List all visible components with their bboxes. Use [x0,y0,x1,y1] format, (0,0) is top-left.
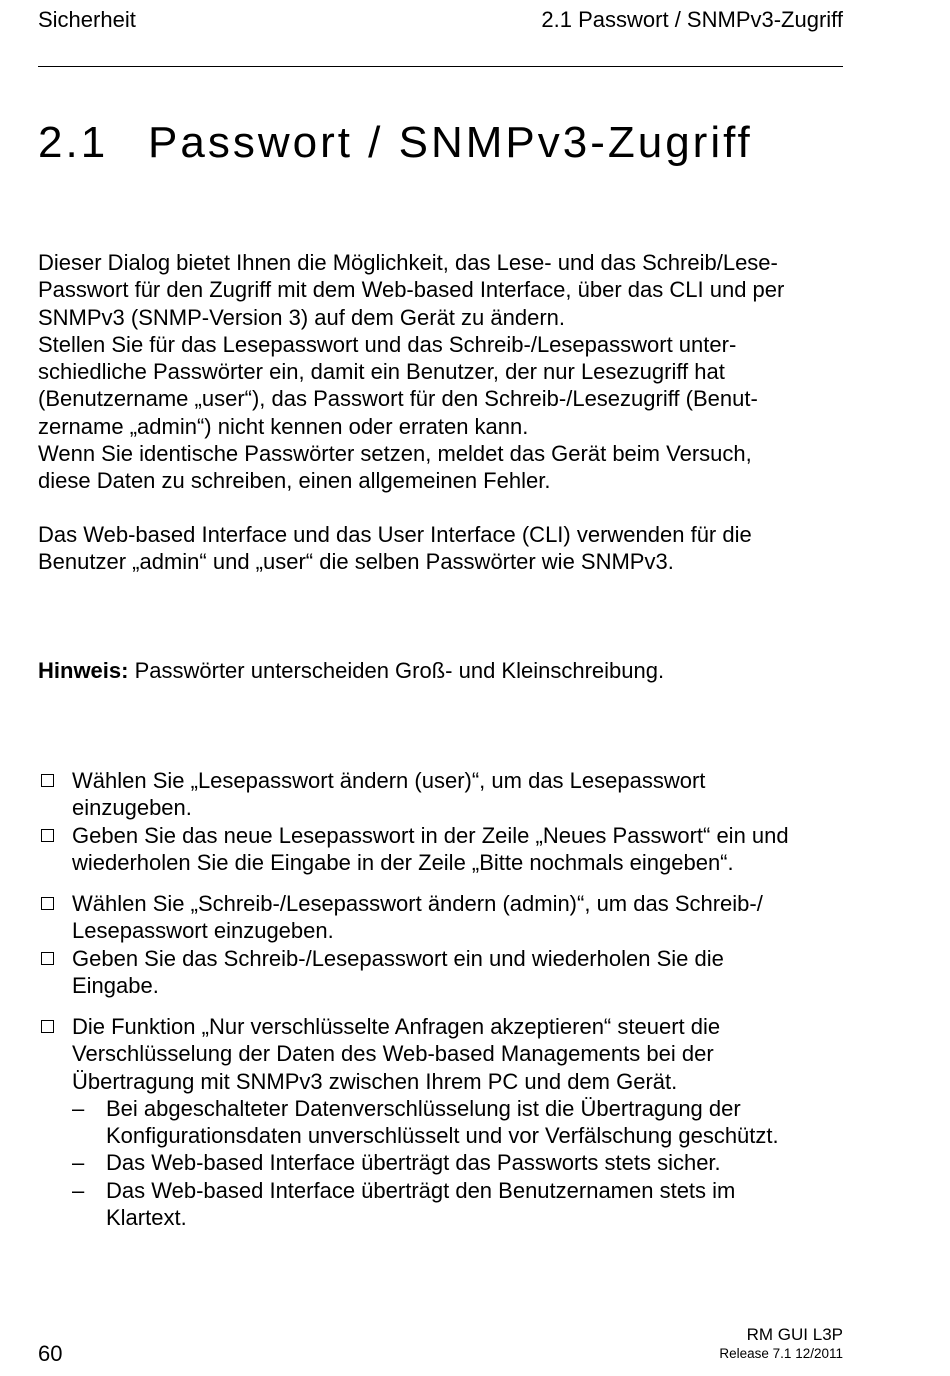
sub-item [72,1095,850,1150]
text-line: Stellen Sie für das Lesepasswort und das Schreib-/Lesepasswort unter- [38,331,737,357]
text-line: Wenn Sie identische Passwörter setzen, meldet das Gerät beim Versuch, [38,441,752,467]
text-line: Dieser Dialog bietet Ihnen die Möglichkeit, das Lese- und das Schreib/Lese- [38,250,778,275]
step-line: Übertragung mit SNMPv3 zwischen Ihrem PC und dem Gerät. [72,1068,678,1094]
note [38,657,664,684]
sub-item-line: Das Web-based Interface überträgt das Passworts stets sicher. [106,1150,721,1176]
step-item [38,822,850,877]
text-line: diese Daten zu schreiben, einen allgemeinen Fehler. [38,468,551,494]
step-line: Eingabe. [72,973,159,999]
checkbox-square-icon [41,897,54,910]
sub-item-line: Bei abgeschalteter Datenverschlüsselung ist die Übertragung der [106,1095,741,1121]
checkbox-square-icon [41,952,54,965]
step-line: wiederholen Sie die Eingabe in der Zeile „Bitte nochmals eingeben“. [72,850,734,876]
running-header-section: Sicherheit [38,7,136,32]
section-title-text: Passwort / SNMPv3-Zugriff [148,118,753,167]
note-label: Hinweis: [38,658,129,683]
section-title [38,118,753,168]
text-line: (Benutzername „user“), das Passwort für den Schreib-/Lesezugriff (Benut- [38,386,758,412]
section-number: 2.1 [38,118,109,167]
step-line: einzugeben. [72,795,192,821]
checkbox-square-icon [41,774,54,787]
interface-paragraph [38,521,848,576]
step-item [38,767,850,822]
text-line: Benutzer „admin“ und „user“ die selben Passwörter wie SNMPv3. [38,549,674,575]
checkbox-square-icon [41,1020,54,1033]
step-line: Wählen Sie „Schreib-/Lesepasswort ändern (admin)“, um das Schreib-/ [72,891,763,916]
sub-item-line: Das Web-based Interface überträgt den Benutzernamen stets im [106,1177,736,1203]
text-line: zername „admin“) nicht kennen oder erraten kann. [38,413,529,439]
intro-paragraph [38,249,848,495]
dash-bullet: – [72,1095,85,1121]
step-item [38,890,850,945]
footer-release: Release 7.1 12/2011 [719,1346,843,1361]
text-line: Passwort für den Zugriff mit dem Web-based Interface, über das CLI und per [38,277,785,303]
text-line: schiedliche Passwörter ein, damit ein Benutzer, der nur Lesezugriff hat [38,359,725,385]
footer-document-name: RM GUI L3P [746,1325,843,1344]
step-line: Verschlüsselung der Daten des Web-based Managements bei der [72,1041,714,1067]
step-line: Lesepasswort einzugeben. [72,918,334,944]
step-item [38,945,850,1000]
step-line: Die Funktion „Nur verschlüsselte Anfragen akzeptieren“ steuert die [72,1014,721,1039]
sub-item-line: Konfigurationsdaten unverschlüsselt und vor Verfälschung geschützt. [106,1123,779,1149]
sub-item [72,1149,850,1176]
dash-bullet: – [72,1177,85,1203]
dash-bullet: – [72,1150,85,1176]
text-line: SNMPv3 (SNMP-Version 3) auf dem Gerät zu ändern. [38,304,565,330]
step-item [38,1013,850,1231]
step-line: Wählen Sie „Lesepasswort ändern (user)“, um das Lesepasswort [72,768,706,793]
step-line: Geben Sie das Schreib-/Lesepasswort ein und wiederholen Sie die [72,946,724,971]
checkbox-square-icon [41,829,54,842]
step-line: Geben Sie das neue Lesepasswort in der Zeile „Neues Passwort“ ein und [72,823,789,848]
note-text: Passwörter unterscheiden Groß- und Kleinschreibung. [128,658,665,683]
text-line: Das Web-based Interface und das User Interface (CLI) verwenden für die [38,522,752,547]
running-header-title: 2.1 Passwort / SNMPv3-Zugriff [541,7,843,32]
page-number: 60 [38,1341,63,1366]
sub-item-line: Klartext. [106,1205,187,1231]
sub-item [72,1177,850,1232]
header-divider [38,66,843,67]
